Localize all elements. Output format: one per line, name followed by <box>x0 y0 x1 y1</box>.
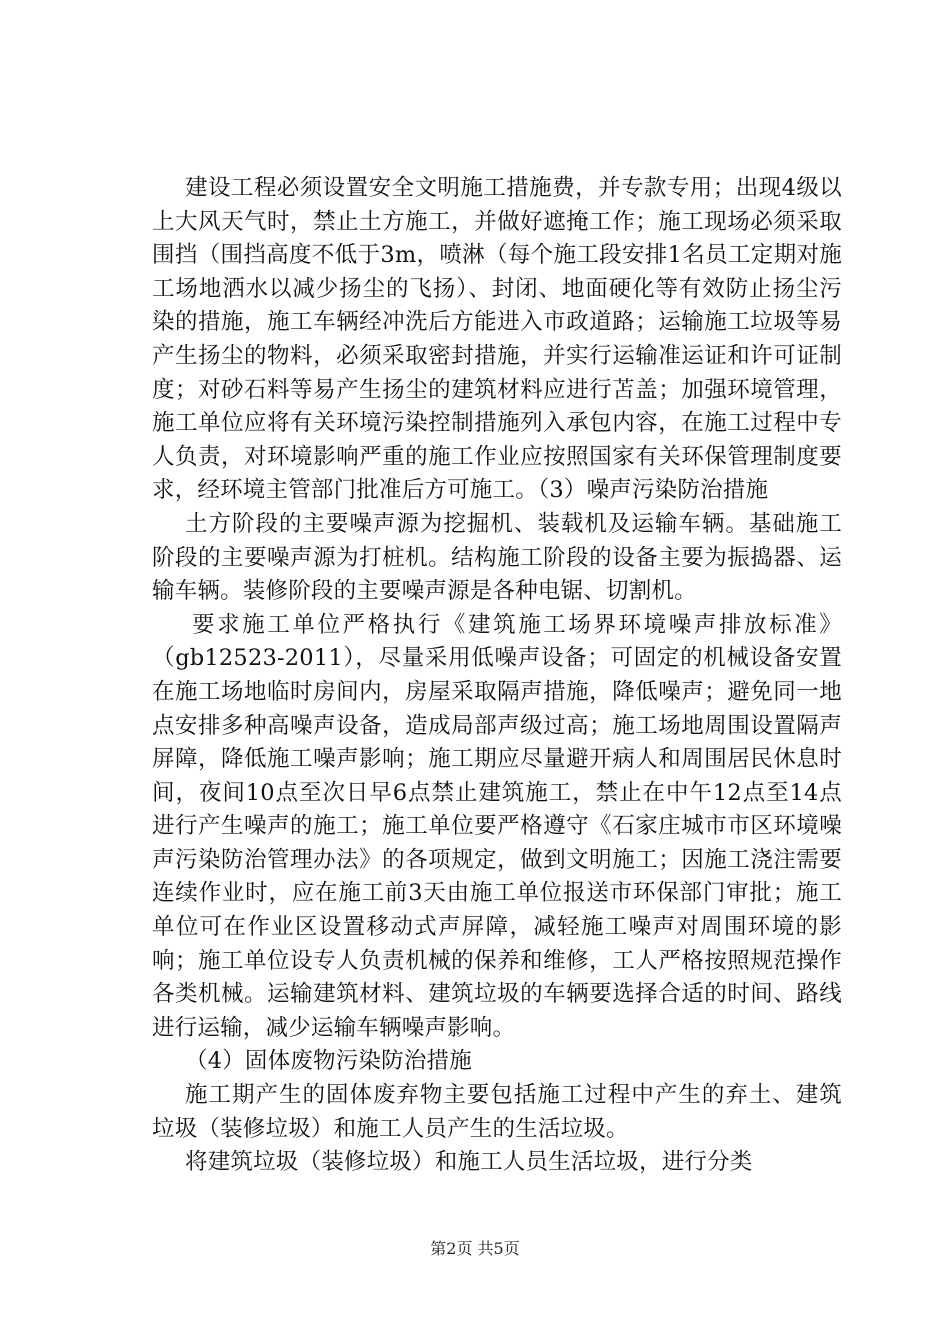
paragraph-noise-sources: 土方阶段的主要噪声源为挖掘机、装载机及运输车辆。基础施工阶段的主要噪声源为打桩机。结构施工阶段的设备主要为振捣器、运输车辆。装修阶段的主要噪声源是各种电锯、切割机。 <box>152 510 842 605</box>
paragraph-solid-waste-heading: （4）固体废物污染防治措施 <box>185 1048 472 1075</box>
document-body <box>152 172 842 1180</box>
paragraph-noise-measures: 要求施工单位严格执行《建筑施工场界环境噪声排放标准》（gb12523-2011），尽量采用低噪声设备；可固定的机械设备安置在施工场地临时房间内，房屋采取隔声措施，降低噪声；避免同一地点安排多种高噪声设备，造成局部声级过高；施工场地周围设置隔声屏障，降低施工噪声影响；施工期应尽量避开病人和周围居民休息时间，夜间10点至次日早6点禁止建筑施工，禁止在中午12点至14点进行产生噪声的施工；施工单位要严格遵守《石家庄城市市区环境噪声污染防治管理办法》的各项规定，做到文明施工；因施工浇注需要连续作业时，应在施工前3天由施工单位报送市环保部门审批；施工单位可在作业区设置移动式声屏障，减轻施工噪声对周围环境的影响；施工单位设专人负责机械的保养和维修，工人严格按照规范操作各类机械。运输建筑材料、建筑垃圾的车辆要选择合适的时间、路线进行运输，减少运输车辆噪声影响。 <box>152 611 842 1041</box>
page-number-footer: 第2页 共5页 <box>430 1239 520 1258</box>
paragraph-waste-sorting: 将建筑垃圾（装修垃圾）和施工人员生活垃圾，进行分类 <box>185 1149 753 1176</box>
paragraph-dust-control: 建设工程必须设置安全文明施工措施费，并专款专用；出现4级以上大风天气时，禁止土方施工，并做好遮掩工作；施工现场必须采取围挡（围挡高度不低于3m，喷淋（每个施工段安排1名员工定期对施工场地洒水以减少扬尘的飞扬）、封闭、地面硬化等有效防止扬尘污染的措施，施工车辆经冲洗后方能进入市政道路；运输施工垃圾等易产生扬尘的物料，必须采取密封措施，并实行运输准运证和许可证制度；对砂石料等易产生扬尘的建筑材料应进行苫盖；加强环境管理，施工单位应将有关环境污染控制措施列入承包内容，在施工过程中专人负责，对环境影响严重的施工作业应按照国家有关环保管理制度要求，经环境主管部门批准后方可施工。（3）噪声污染防治措施 <box>152 175 842 504</box>
paragraph-solid-waste-sources: 施工期产生的固体废弃物主要包括施工过程中产生的弃土、建筑垃圾（装修垃圾）和施工人员产生的生活垃圾。 <box>152 1082 842 1142</box>
